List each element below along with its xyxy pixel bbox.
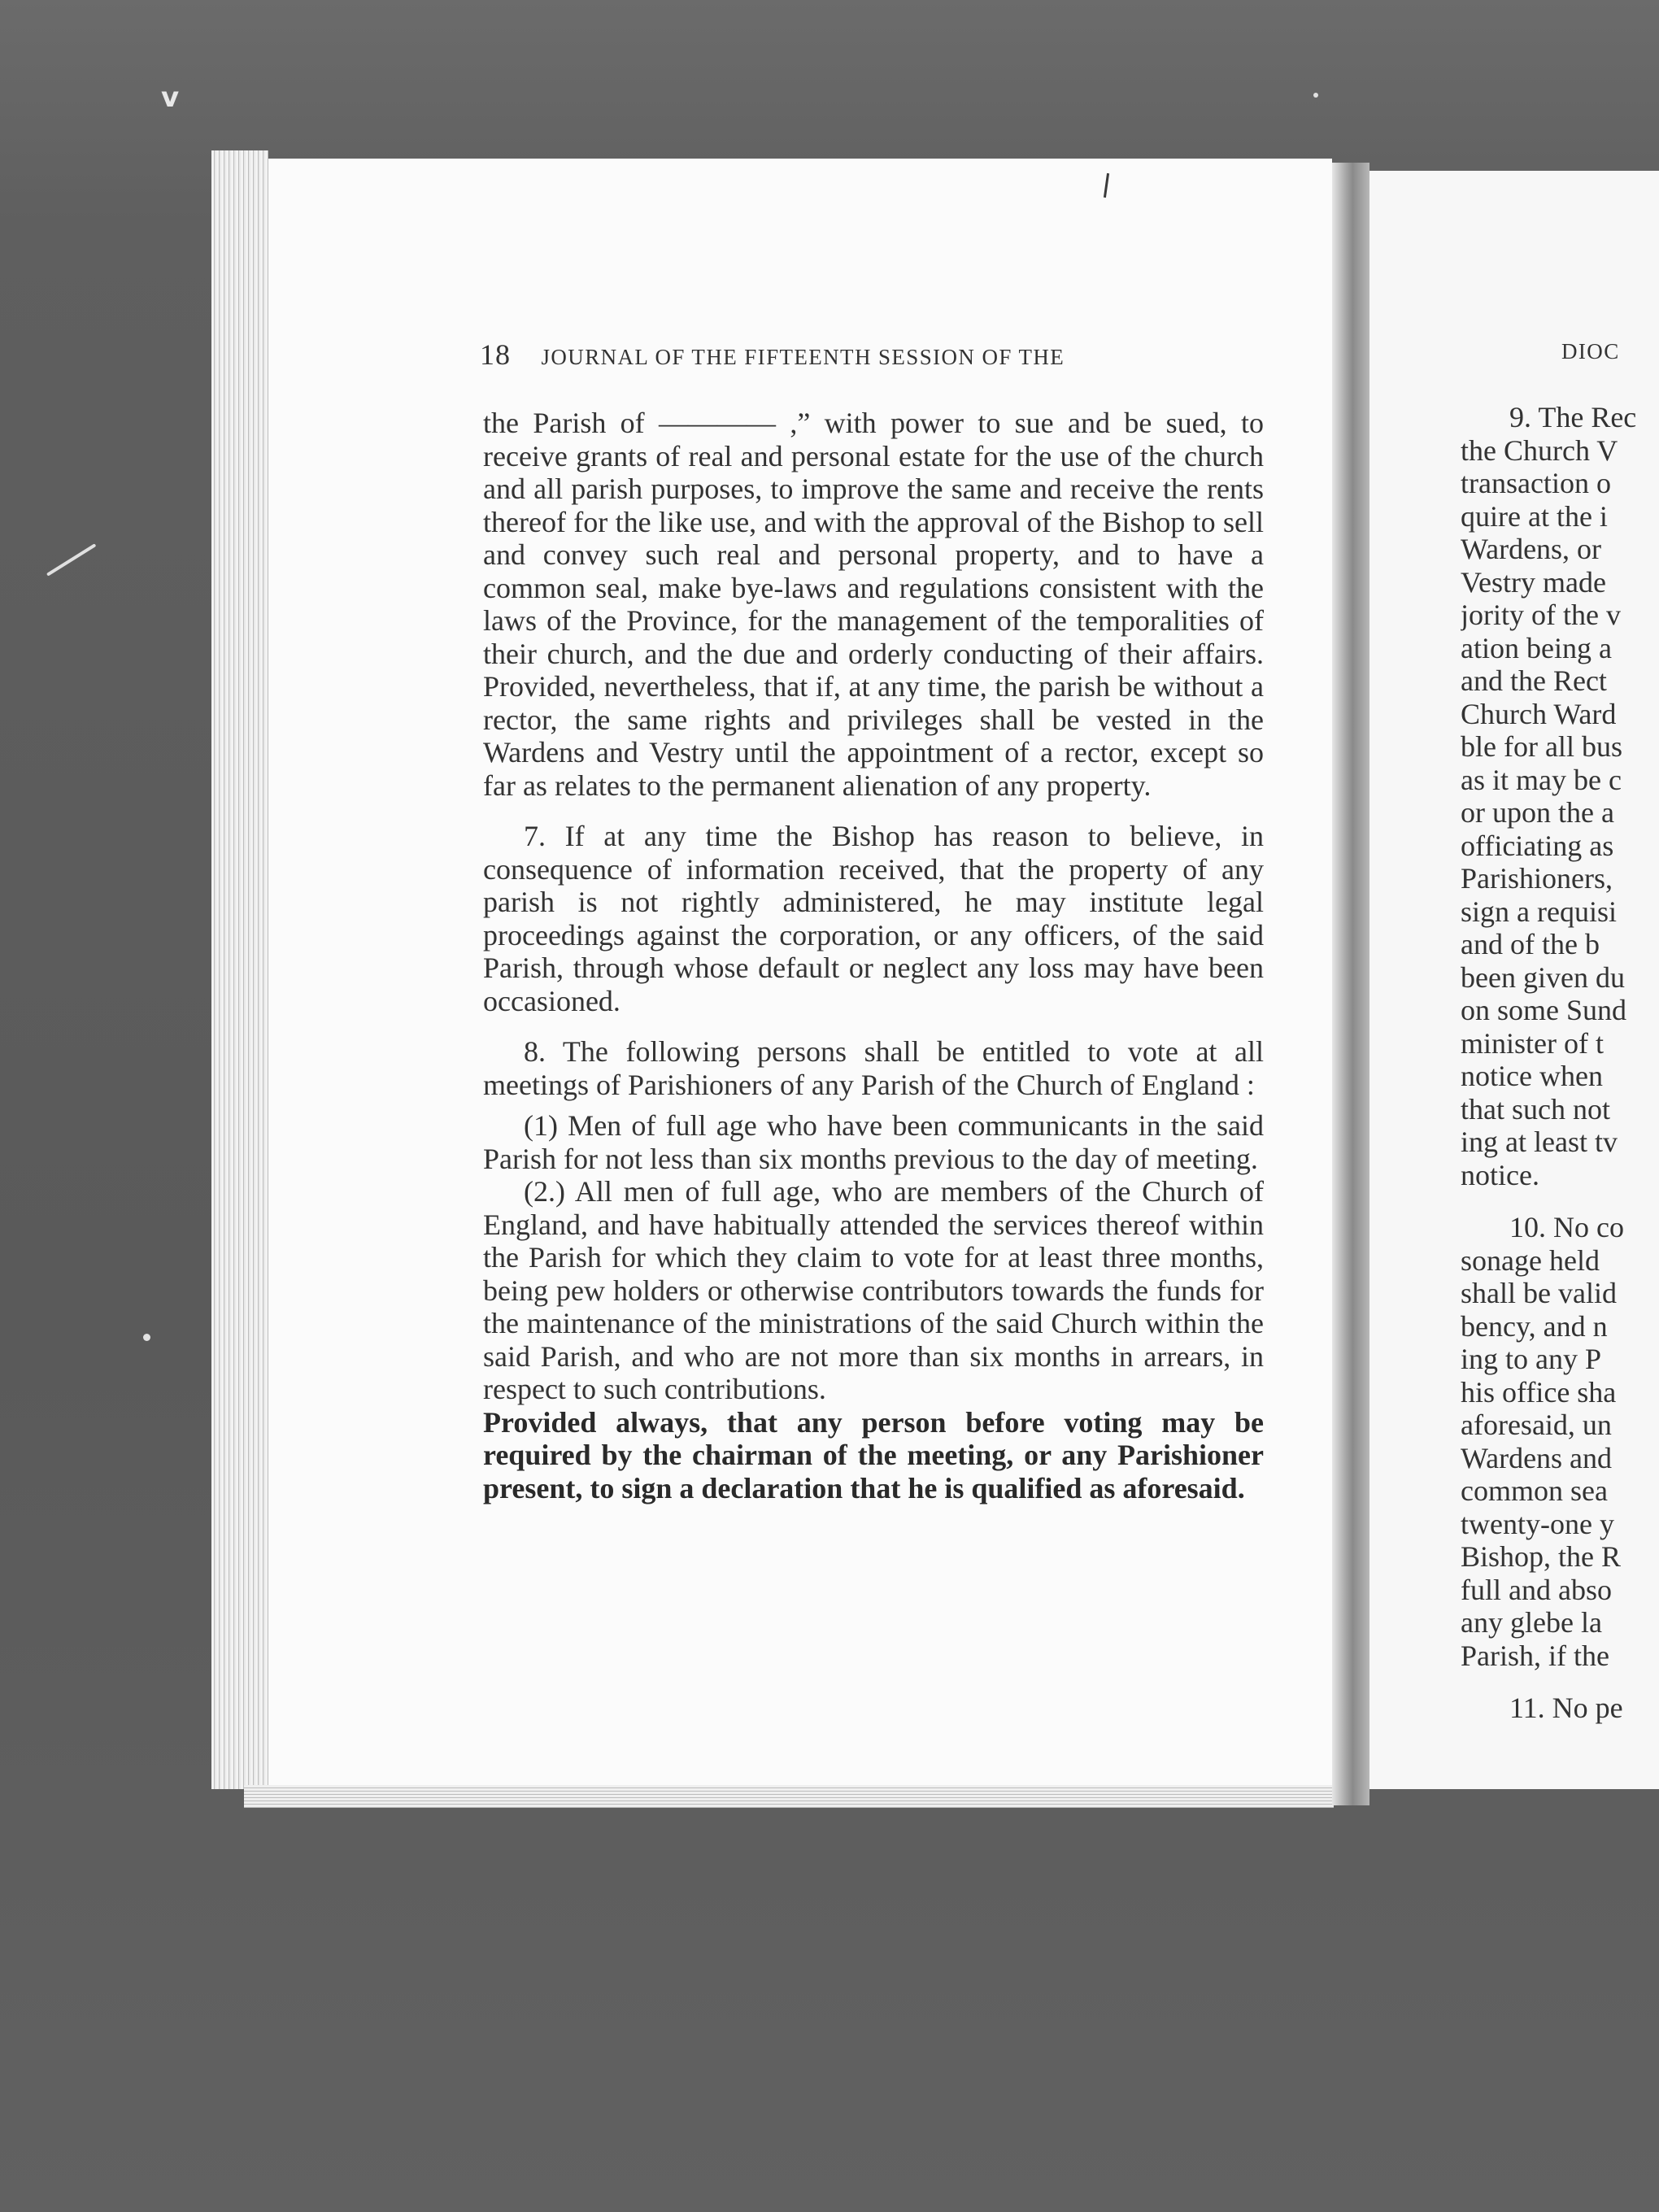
paragraph-gap [1461, 1672, 1659, 1692]
right-page-line: ing at least tv [1461, 1126, 1618, 1158]
right-page-line: and of the b [1461, 928, 1600, 960]
clause-2: (2.) All men of full age, who are members of the Church of England, and have habitually attended the services thereof within the Parish for which they claim to vote for at least three months, being pew holders or otherwise contributors towards the funds for the maintenance of the ministrations of the said Church within the said Parish, and who are not more than six months in arrears, in respect to such contributions. [483, 1175, 1264, 1405]
right-page-line: Parishioners, [1461, 862, 1613, 895]
right-page-line: 11. No pe [1509, 1692, 1623, 1724]
right-page-line: minister of t [1461, 1026, 1604, 1060]
page-edges [211, 150, 268, 1789]
right-page-line: 10. No co [1509, 1211, 1624, 1243]
running-header [480, 337, 1269, 372]
right-page-line: officiating as [1461, 829, 1614, 862]
right-page-line: jority of the v [1461, 599, 1621, 631]
proviso: Provided always, that any person before voting may be required by the chairman of the meeting, or any Parishioner present, to sign a declaration that he is qualified as aforesaid. [483, 1405, 1264, 1504]
right-page-line: ble for all bus [1461, 730, 1622, 763]
page-bottom-edges [244, 1785, 1334, 1808]
right-page-line: on some Sund [1461, 994, 1627, 1026]
right-page-line: transaction o [1461, 467, 1611, 499]
right-page-line: 9. The Rec [1509, 401, 1637, 433]
right-page-line: any glebe la [1461, 1606, 1602, 1639]
right-page-line: Parish, if the [1461, 1639, 1609, 1672]
dust-speck [1313, 93, 1318, 98]
paragraph-gap [1461, 1191, 1659, 1211]
right-page-line: quire at the i [1461, 499, 1608, 533]
paragraph-6-continued: the Parish of ———— ,” with power to sue and be sued, to receive grants of real and personal estate for the use of the church and all parish purposes, to improve the same and receive the rents thereof for the like use, and with the approval of the Bishop to sell and convey such real and personal property, and to have a common seal, make bye-laws and regulations consistent with the laws of the Province, for the management of the temporalities of their church, and the due and orderly conducting of their affairs. Provided, nevertheless, that if, at any time, the parish be without a rector, the same rights and privileges shall be vested in the Wardens and Vestry until the appointment of a rector, except so far as relates to the permanent alienation of any property. [483, 407, 1264, 802]
dust-speck [143, 1334, 150, 1341]
right-page-line: Vestry made [1461, 565, 1606, 599]
right-page-line: or upon the a [1461, 796, 1614, 829]
right-page-line: sonage held [1461, 1243, 1600, 1277]
right-page-line: been given du [1461, 960, 1625, 994]
right-page-line: sign a requisi [1461, 895, 1617, 928]
right-page-line: that such not [1461, 1092, 1610, 1126]
page-number: 18 [480, 338, 511, 371]
right-page-line: twenty-one y [1461, 1507, 1614, 1540]
paragraph-7: 7. If at any time the Bishop has reason to believe, in consequence of information received, that the property of any parish is not rightly administered, he may institute legal proceedings against the corporation, or any officers, of the said Parish, through whose default or neglect any loss may have been occasioned. [483, 820, 1264, 1017]
right-page-line: bency, and n [1461, 1309, 1608, 1343]
right-page-line: Church Ward [1461, 697, 1617, 730]
right-page-line: common sea [1461, 1474, 1608, 1507]
right-page-line: full and abso [1461, 1573, 1612, 1606]
right-page-line: Wardens and [1461, 1441, 1613, 1474]
right-page-line: his office sha [1461, 1375, 1617, 1409]
right-page-line: the Church V [1461, 433, 1618, 467]
right-page-line: notice. [1461, 1158, 1539, 1191]
left-page-body [483, 407, 1264, 1504]
running-head-text: JOURNAL OF THE FIFTEENTH SESSION OF THE [541, 345, 1065, 369]
scan-mark: v [161, 81, 180, 114]
right-page-line: Bishop, the R [1461, 1540, 1622, 1573]
right-running-header: DIOC [1561, 339, 1620, 364]
right-page-line: shall be valid [1461, 1277, 1617, 1309]
right-page-line: aforesaid, un [1461, 1409, 1612, 1441]
right-page-line: and the Rect [1461, 664, 1607, 697]
clause-1: (1) Men of full age who have been communicants in the said Parish for not less than six months previous to the day of meeting. [483, 1109, 1264, 1175]
right-page-line: Wardens, or [1461, 533, 1602, 565]
right-page-line: ation being a [1461, 631, 1612, 664]
right-page-line: notice when [1461, 1060, 1603, 1092]
right-page-line: as it may be c [1461, 763, 1622, 796]
paragraph-8: 8. The following persons shall be entitled to vote at all meetings of Parishioners of any Parish of the Church of England : [483, 1035, 1264, 1101]
right-page-body [1461, 401, 1659, 1725]
book-gutter [1332, 163, 1369, 1805]
right-page-line: ing to any P [1461, 1343, 1602, 1375]
